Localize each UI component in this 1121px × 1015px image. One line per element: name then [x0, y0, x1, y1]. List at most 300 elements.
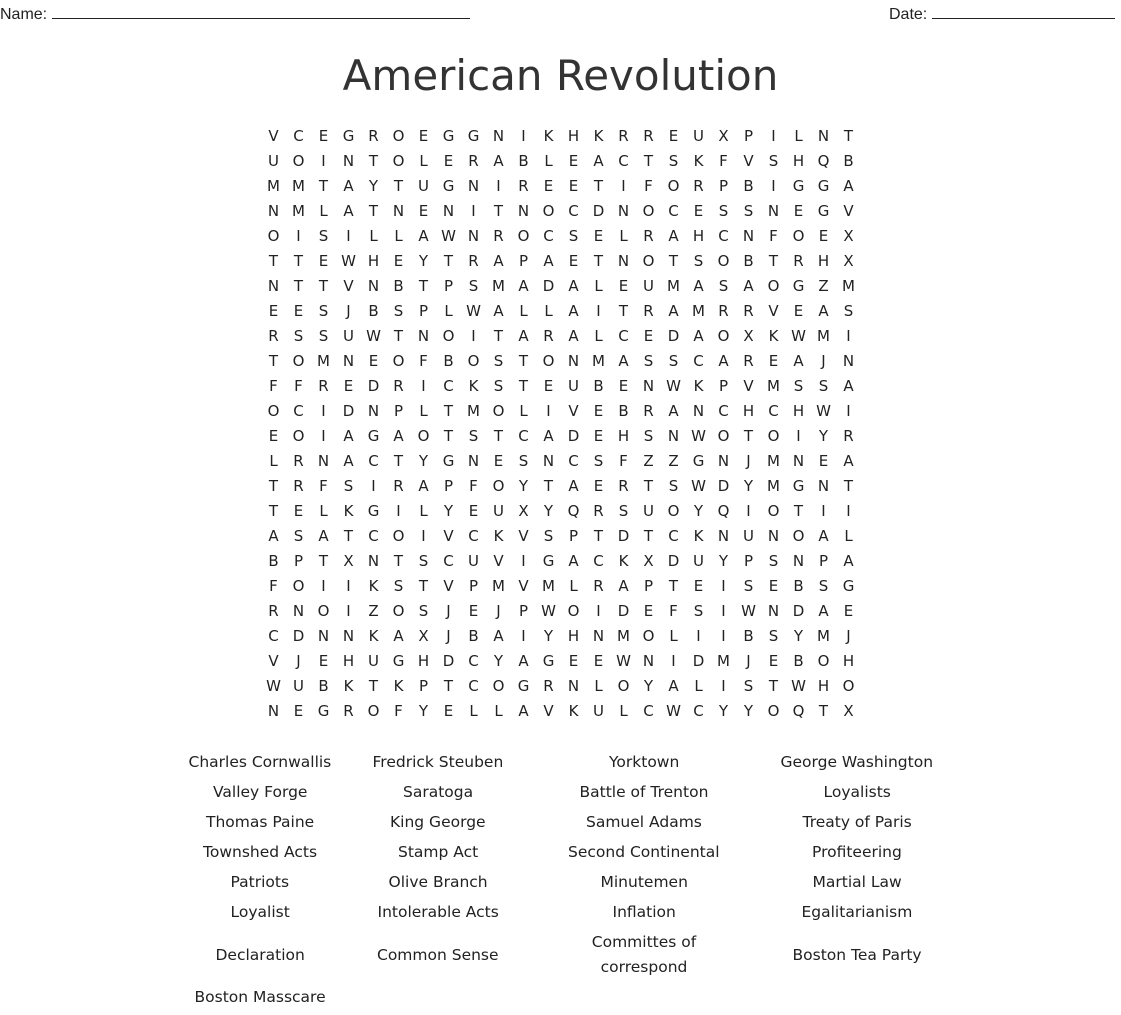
- grid-letter: I: [846, 327, 851, 345]
- grid-letter: V: [518, 527, 529, 545]
- word-list-item: Martial Law: [812, 873, 902, 891]
- grid-letter: I: [346, 602, 351, 620]
- grid-letter: A: [343, 202, 354, 220]
- grid-letter: A: [593, 152, 604, 170]
- grid-letter: N: [542, 452, 555, 470]
- grid-letter: V: [843, 202, 854, 220]
- grid-letter: A: [568, 327, 579, 345]
- grid-letter: K: [468, 377, 479, 395]
- grid-letter: G: [442, 177, 455, 195]
- grid-letter: O: [417, 427, 430, 445]
- grid-letter: A: [843, 377, 854, 395]
- grid-letter: I: [671, 652, 676, 670]
- grid-letter: T: [318, 552, 329, 570]
- grid-letter: B: [743, 627, 754, 645]
- header-row: [0, 4, 1121, 26]
- grid-letter: W: [741, 602, 756, 620]
- word-list-item: Saratoga: [403, 783, 474, 801]
- grid-letter: U: [693, 552, 704, 570]
- grid-letter: R: [468, 252, 479, 270]
- grid-letter: I: [771, 177, 776, 195]
- grid-letter: X: [718, 127, 729, 145]
- grid-letter: F: [319, 477, 328, 495]
- grid-letter: C: [468, 677, 479, 695]
- grid-letter: U: [743, 527, 754, 545]
- grid-letter: N: [367, 552, 380, 570]
- grid-letter: R: [643, 402, 654, 420]
- grid-letter: A: [493, 302, 504, 320]
- grid-letter: T: [593, 177, 604, 195]
- grid-letter: N: [717, 452, 730, 470]
- grid-letter: J: [446, 627, 451, 645]
- grid-letter: Z: [818, 277, 829, 295]
- grid-letter: G: [367, 502, 380, 520]
- grid-row: [261, 149, 861, 174]
- grid-letter: V: [768, 302, 779, 320]
- grid-letter: N: [267, 277, 280, 295]
- grid-letter: Y: [443, 502, 454, 520]
- grid-letter: W: [666, 377, 681, 395]
- grid-letter: S: [418, 552, 429, 570]
- grid-letter: M: [667, 277, 680, 295]
- grid-letter: K: [693, 527, 704, 545]
- grid-letter: I: [471, 202, 476, 220]
- grid-letter: P: [468, 577, 479, 595]
- grid-letter: R: [618, 127, 629, 145]
- grid-letter: O: [367, 702, 380, 720]
- grid-letter: I: [596, 302, 601, 320]
- grid-letter: L: [619, 702, 628, 720]
- grid-letter: B: [593, 377, 604, 395]
- grid-letter: A: [568, 552, 579, 570]
- grid-letter: R: [493, 227, 504, 245]
- grid-letter: K: [343, 677, 354, 695]
- grid-letter: E: [593, 652, 604, 670]
- grid-letter: A: [818, 602, 829, 620]
- grid-letter: M: [467, 402, 480, 420]
- grid-letter: R: [293, 477, 304, 495]
- grid-letter: A: [843, 452, 854, 470]
- grid-letter: T: [368, 202, 379, 220]
- grid-letter: J: [446, 602, 451, 620]
- grid-letter: R: [643, 302, 654, 320]
- grid-letter: A: [568, 477, 579, 495]
- grid-row: [261, 524, 861, 549]
- grid-letter: S: [743, 202, 754, 220]
- grid-letter: T: [443, 402, 454, 420]
- grid-letter: C: [518, 427, 529, 445]
- grid-letter: I: [296, 227, 301, 245]
- grid-letter: M: [817, 627, 830, 645]
- word-list-item: King George: [390, 813, 486, 831]
- grid-letter: K: [693, 152, 704, 170]
- grid-letter: T: [643, 152, 654, 170]
- grid-letter: A: [743, 277, 754, 295]
- grid-letter: Y: [718, 552, 729, 570]
- grid-letter: D: [667, 552, 680, 570]
- grid-letter: Q: [817, 152, 830, 170]
- grid-letter: O: [767, 702, 780, 720]
- grid-letter: R: [543, 327, 554, 345]
- grid-letter: K: [593, 127, 604, 145]
- grid-letter: S: [293, 527, 304, 545]
- grid-letter: N: [767, 202, 780, 220]
- grid-letter: R: [643, 227, 654, 245]
- grid-letter: Y: [718, 702, 729, 720]
- grid-letter: H: [342, 652, 355, 670]
- grid-letter: U: [293, 677, 304, 695]
- grid-letter: C: [543, 227, 554, 245]
- grid-letter: W: [791, 327, 806, 345]
- grid-letter: S: [668, 352, 679, 370]
- grid-letter: E: [793, 302, 804, 320]
- grid-letter: O: [392, 152, 405, 170]
- grid-letter: B: [743, 177, 754, 195]
- grid-letter: Y: [693, 502, 704, 520]
- grid-row: [261, 174, 861, 199]
- grid-letter: E: [618, 377, 629, 395]
- grid-letter: L: [419, 502, 428, 520]
- grid-letter: N: [467, 452, 480, 470]
- grid-letter: A: [693, 327, 704, 345]
- grid-letter: A: [518, 327, 529, 345]
- grid-letter: E: [693, 577, 704, 595]
- grid-letter: R: [518, 177, 529, 195]
- grid-letter: N: [592, 627, 605, 645]
- grid-letter: B: [518, 152, 529, 170]
- grid-letter: A: [543, 252, 554, 270]
- grid-row: [261, 449, 861, 474]
- grid-letter: E: [493, 452, 504, 470]
- grid-letter: I: [596, 602, 601, 620]
- grid-letter: B: [268, 552, 279, 570]
- grid-letter: O: [642, 252, 655, 270]
- grid-letter: U: [593, 702, 604, 720]
- grid-letter: X: [743, 327, 754, 345]
- grid-letter: K: [368, 627, 379, 645]
- grid-letter: N: [342, 627, 355, 645]
- grid-letter: N: [567, 677, 580, 695]
- page-title: American Revolution: [342, 51, 779, 100]
- grid-letter: P: [293, 552, 304, 570]
- grid-letter: G: [542, 652, 555, 670]
- grid-letter: C: [668, 527, 679, 545]
- grid-letter: N: [717, 527, 730, 545]
- grid-letter: N: [317, 452, 330, 470]
- grid-letter: S: [393, 302, 404, 320]
- grid-letter: A: [668, 677, 679, 695]
- grid-letter: N: [467, 227, 480, 245]
- grid-letter: C: [593, 552, 604, 570]
- grid-letter: E: [543, 177, 554, 195]
- name-blank-line: [52, 4, 470, 19]
- grid-letter: R: [593, 502, 604, 520]
- grid-letter: W: [791, 677, 806, 695]
- grid-letter: A: [793, 352, 804, 370]
- grid-letter: S: [318, 302, 329, 320]
- grid-letter: I: [321, 427, 326, 445]
- grid-letter: N: [492, 127, 505, 145]
- grid-letter: C: [568, 452, 579, 470]
- grid-letter: D: [667, 327, 680, 345]
- grid-row: [261, 349, 861, 374]
- grid-letter: E: [818, 452, 829, 470]
- grid-letter: W: [691, 427, 706, 445]
- grid-letter: I: [621, 177, 626, 195]
- grid-letter: L: [669, 627, 678, 645]
- grid-letter: S: [818, 577, 829, 595]
- grid-letter: I: [346, 227, 351, 245]
- grid-letter: O: [717, 252, 730, 270]
- grid-letter: D: [617, 602, 630, 620]
- grid-letter: K: [768, 327, 779, 345]
- grid-letter: O: [792, 527, 805, 545]
- grid-letter: R: [843, 427, 854, 445]
- grid-letter: G: [792, 477, 805, 495]
- grid-letter: U: [418, 177, 429, 195]
- grid-letter: W: [366, 327, 381, 345]
- grid-letter: H: [817, 677, 830, 695]
- grid-row: [261, 199, 861, 224]
- grid-letter: A: [693, 277, 704, 295]
- grid-letter: F: [669, 602, 678, 620]
- grid-letter: T: [293, 252, 304, 270]
- grid-letter: N: [267, 702, 280, 720]
- grid-letter: G: [792, 177, 805, 195]
- grid-letter: D: [442, 652, 455, 670]
- word-list-item: Inflation: [612, 903, 676, 921]
- grid-letter: N: [817, 477, 830, 495]
- grid-letter: R: [718, 302, 729, 320]
- grid-letter: M: [692, 302, 705, 320]
- grid-letter: F: [469, 477, 478, 495]
- grid-letter: T: [268, 477, 279, 495]
- grid-letter: P: [418, 302, 429, 320]
- grid-letter: G: [817, 202, 830, 220]
- grid-letter: R: [593, 577, 604, 595]
- grid-letter: D: [592, 202, 605, 220]
- grid-letter: N: [317, 627, 330, 645]
- grid-letter: A: [668, 227, 679, 245]
- grid-letter: M: [817, 327, 830, 345]
- grid-letter: M: [542, 577, 555, 595]
- grid-letter: C: [618, 152, 629, 170]
- word-list-item: Loyalists: [823, 783, 891, 801]
- grid-letter: P: [418, 677, 429, 695]
- word-list-item: Boston Tea Party: [792, 946, 922, 964]
- grid-letter: S: [768, 627, 779, 645]
- grid-row: [261, 274, 861, 299]
- grid-letter: T: [393, 327, 404, 345]
- grid-letter: E: [543, 377, 554, 395]
- grid-letter: E: [568, 652, 579, 670]
- word-list-item: Patriots: [230, 873, 290, 891]
- word-list-item: Treaty of Paris: [802, 813, 912, 831]
- grid-letter: P: [568, 527, 579, 545]
- grid-letter: L: [544, 302, 553, 320]
- grid-letter: U: [643, 277, 654, 295]
- word-list-item: Samuel Adams: [586, 813, 702, 831]
- grid-letter: S: [818, 377, 829, 395]
- grid-row: [261, 424, 861, 449]
- grid-letter: R: [268, 327, 279, 345]
- word-list-item: Declaration: [215, 946, 305, 964]
- grid-letter: T: [293, 277, 304, 295]
- grid-letter: E: [468, 602, 479, 620]
- grid-letter: V: [743, 152, 754, 170]
- grid-letter: T: [518, 352, 529, 370]
- grid-letter: J: [496, 602, 501, 620]
- grid-letter: E: [593, 402, 604, 420]
- grid-letter: O: [767, 277, 780, 295]
- grid-letter: H: [567, 127, 580, 145]
- grid-letter: Y: [643, 677, 654, 695]
- grid-letter: F: [619, 452, 628, 470]
- grid-letter: D: [567, 427, 580, 445]
- grid-letter: N: [667, 427, 680, 445]
- word-list-item: Committes of correspond: [591, 933, 697, 976]
- grid-letter: A: [418, 477, 429, 495]
- grid-letter: H: [692, 227, 705, 245]
- grid-letter: C: [293, 402, 304, 420]
- grid-letter: T: [818, 702, 829, 720]
- grid-letter: O: [292, 152, 305, 170]
- grid-letter: W: [666, 702, 681, 720]
- grid-letter: O: [317, 602, 330, 620]
- grid-letter: Y: [418, 252, 429, 270]
- grid-letter: D: [792, 602, 805, 620]
- grid-letter: T: [593, 527, 604, 545]
- grid-letter: T: [268, 352, 279, 370]
- grid-letter: M: [842, 277, 855, 295]
- grid-letter: B: [318, 677, 329, 695]
- grid-letter: H: [817, 252, 830, 270]
- grid-letter: C: [443, 552, 454, 570]
- grid-letter: R: [743, 302, 754, 320]
- grid-letter: W: [541, 602, 556, 620]
- grid-letter: P: [518, 602, 529, 620]
- grid-letter: C: [268, 627, 279, 645]
- grid-row: [261, 574, 861, 599]
- grid-letter: E: [768, 352, 779, 370]
- grid-letter: E: [568, 177, 579, 195]
- grid-letter: F: [644, 177, 653, 195]
- grid-row: [261, 224, 861, 249]
- grid-letter: L: [419, 402, 428, 420]
- grid-letter: T: [843, 127, 854, 145]
- grid-letter: P: [443, 277, 454, 295]
- grid-letter: Y: [743, 477, 754, 495]
- grid-letter: K: [543, 127, 554, 145]
- grid-letter: V: [268, 127, 279, 145]
- grid-letter: A: [843, 177, 854, 195]
- grid-letter: N: [292, 602, 305, 620]
- grid-letter: C: [668, 202, 679, 220]
- grid-letter: T: [668, 577, 679, 595]
- grid-letter: V: [743, 377, 754, 395]
- grid-letter: L: [569, 577, 578, 595]
- grid-letter: O: [617, 677, 630, 695]
- grid-letter: I: [496, 177, 501, 195]
- grid-letter: G: [817, 177, 830, 195]
- grid-letter: N: [417, 327, 430, 345]
- grid-letter: B: [843, 152, 854, 170]
- grid-letter: G: [367, 427, 380, 445]
- grid-letter: H: [792, 152, 805, 170]
- word-list-item: Charles Cornwallis: [188, 753, 332, 771]
- grid-letter: L: [594, 677, 603, 695]
- word-list-item: Valley Forge: [213, 783, 308, 801]
- grid-letter: Q: [567, 502, 580, 520]
- grid-letter: C: [468, 527, 479, 545]
- grid-letter: I: [321, 577, 326, 595]
- grid-letter: G: [342, 127, 355, 145]
- grid-letter: A: [818, 302, 829, 320]
- grid-letter: S: [793, 377, 804, 395]
- grid-letter: W: [466, 302, 481, 320]
- grid-letter: W: [816, 402, 831, 420]
- grid-letter: B: [793, 652, 804, 670]
- grid-letter: M: [292, 202, 305, 220]
- grid-letter: I: [421, 377, 426, 395]
- grid-letter: W: [691, 477, 706, 495]
- grid-letter: O: [392, 602, 405, 620]
- grid-letter: S: [568, 227, 579, 245]
- grid-letter: L: [494, 702, 503, 720]
- grid-letter: N: [842, 352, 855, 370]
- grid-letter: O: [467, 352, 480, 370]
- grid-letter: H: [567, 627, 580, 645]
- grid-letter: E: [568, 252, 579, 270]
- grid-letter: R: [393, 477, 404, 495]
- grid-letter: O: [717, 427, 730, 445]
- grid-letter: R: [393, 377, 404, 395]
- grid-letter: U: [493, 502, 504, 520]
- grid-letter: O: [492, 402, 505, 420]
- word-list-item: Boston Masscare: [194, 988, 326, 1006]
- grid-letter: S: [718, 202, 729, 220]
- grid-letter: E: [343, 377, 354, 395]
- word-list-item: Minutemen: [600, 873, 688, 891]
- word-list-item: Townshed Acts: [203, 843, 318, 861]
- grid-row: [261, 249, 861, 274]
- grid-letter: N: [342, 152, 355, 170]
- grid-letter: N: [792, 552, 805, 570]
- grid-letter: I: [521, 552, 526, 570]
- grid-letter: G: [442, 452, 455, 470]
- grid-row: [261, 399, 861, 424]
- grid-letter: O: [292, 577, 305, 595]
- grid-letter: L: [369, 227, 378, 245]
- word-list-item: Intolerable Acts: [377, 903, 499, 921]
- grid-letter: C: [443, 377, 454, 395]
- grid-letter: B: [368, 302, 379, 320]
- grid-letter: C: [293, 127, 304, 145]
- grid-letter: T: [768, 252, 779, 270]
- grid-letter: Y: [793, 627, 804, 645]
- grid-letter: O: [667, 177, 680, 195]
- grid-letter: C: [618, 327, 629, 345]
- grid-letter: I: [771, 127, 776, 145]
- grid-letter: S: [593, 452, 604, 470]
- grid-letter: T: [318, 177, 329, 195]
- grid-letter: J: [746, 652, 751, 670]
- grid-letter: L: [269, 452, 278, 470]
- grid-letter: G: [542, 552, 555, 570]
- grid-letter: S: [843, 302, 854, 320]
- grid-letter: E: [818, 227, 829, 245]
- grid-letter: N: [367, 402, 380, 420]
